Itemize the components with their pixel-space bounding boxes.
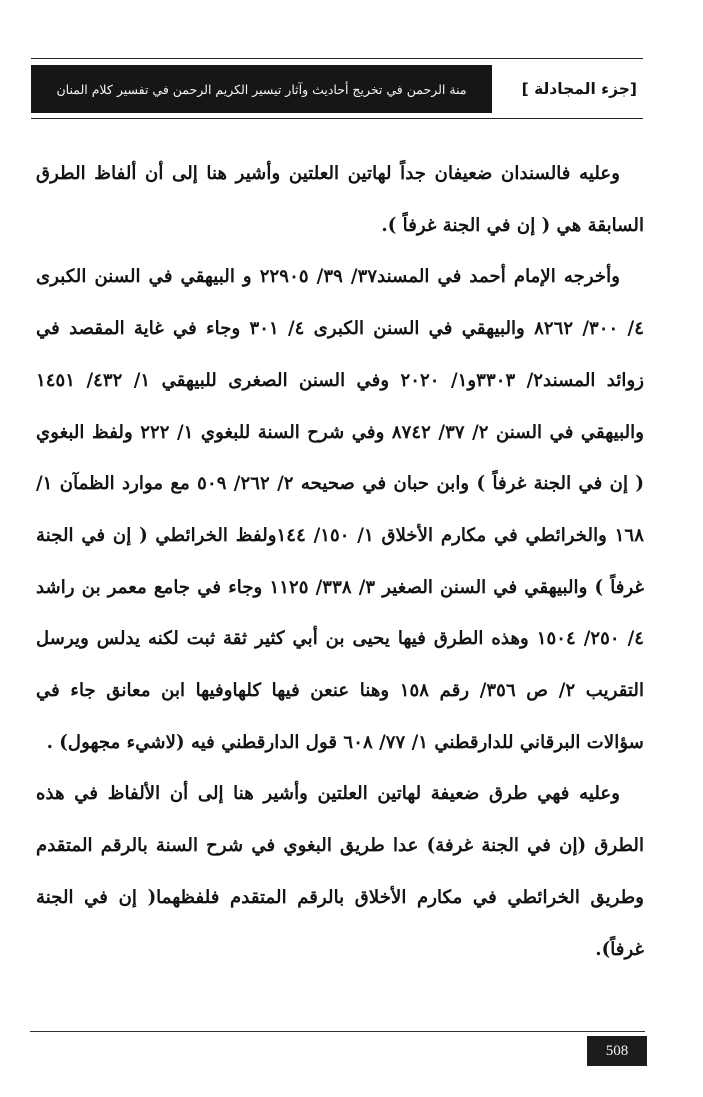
page-number: 508 bbox=[587, 1036, 647, 1066]
paragraph: وأخرجه الإمام أحمد في المسند٣٧/ ٣٩/ ٢٢٩٠٥ و البيهقي في السنن الكبرى ٤/ ٣٠٠/ ٨٢٦٢ والبيهقي في السنن الكبرى ٤/ ٣٠١ وجاء في غاية المقصد في زوائد المسند٢/ ٣٣٠٣و١/ ٢٠٢٠ وفي السنن الصغرى للبيهقي ١/ ٤٣٢/ ١٤٥١ والبيهقي في السنن ٢/ ٣٧/ ٨٧٤٢ وفي شرح السنة للبغوي ١/ ٢٢٢ ولفظ البغوي ( إن في الجنة غرفاً ) وابن حبان في صحيحه ٢/ ٢٦٢/ ٥٠٩ مع موارد الظمآن ١/ ١٦٨ والخرائطي في مكارم الأخلاق ١/ ١٥٠/ ١٤٤ولفظ الخرائطي ( إن في الجنة غرفاً ) والبيهقي في السنن الصغير ٣/ ٣٣٨/ ١١٢٥ وجاء في جامع معمر بن راشد ٤/ ٢٥٠/ ١٥٠٤ وهذه الطرق فيها يحيى بن أبي كثير ثقة ثبت لكنه يدلس ويرسل التقريب ٢/ ص ٣٥٦/ رقم ١٥٨ وهنا عنعن فيها كلهاوفيها ابن معانق جاء في سؤالات البرقاني للدارقطني ١/ ٧٧/ ٦٠٨ قول الدارقطني فيه (لاشيء مجهول) . bbox=[36, 266, 645, 753]
footer-divider bbox=[30, 1031, 645, 1032]
page-body bbox=[36, 148, 644, 975]
book-title-bar bbox=[31, 65, 492, 113]
running-header bbox=[31, 58, 643, 119]
paragraph: وعليه فالسندان ضعيفان جداً لهاتين العلتين وأشير هنا إلى أن ألفاظ الطرق السابقة هي ( إن في الجنة غرفاً ). bbox=[36, 163, 644, 236]
paragraph: وعليه فهي طرق ضعيفة لهاتين العلتين وأشير هنا إلى أن الألفاظ في هذه الطرق (إن في الجنة غرفة) عدا طريق البغوي في شرح السنة بالرقم المتقدم وطريق الخرائطي في مكارم الأخلاق بالرقم المتقدم فلفظهما( إن في الجنة غرفاً). bbox=[36, 783, 644, 960]
section-title: [جزء المجادلة ] bbox=[521, 80, 637, 98]
book-title: منة الرحمن في تخريج أحاديث وآثار تيسير الكريم الرحمن في تفسير كلام المنان bbox=[56, 81, 467, 97]
